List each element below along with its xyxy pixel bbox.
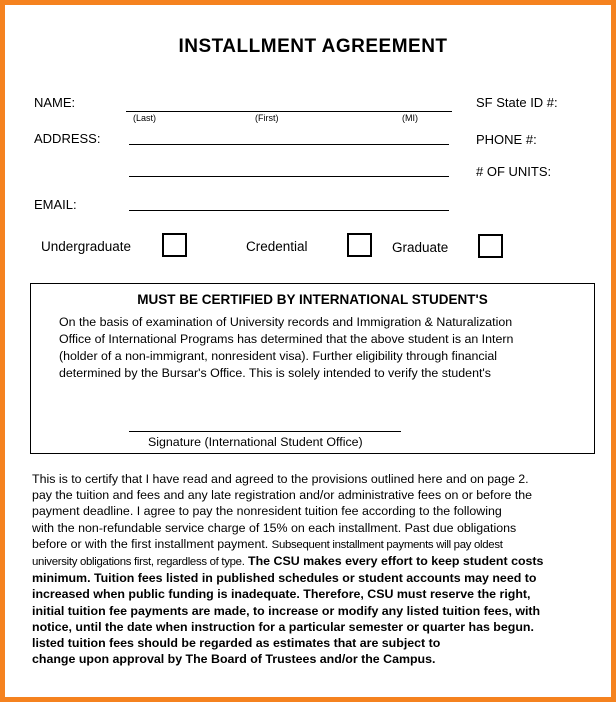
phone-label: PHONE #:	[476, 132, 537, 147]
terms-line: listed tuition fees should be regarded as estimates that are subject to	[32, 636, 441, 651]
name-field-line[interactable]	[126, 111, 452, 112]
certification-line: On the basis of examination of University records and Immigration & Naturalization	[59, 315, 513, 329]
terms-line: notice, until the date when instruction for a particular semester or quarter has begun.	[32, 619, 534, 634]
signature-line[interactable]	[129, 431, 401, 432]
terms-line: minimum. Tuition fees listed in published schedules or student accounts may need to	[32, 571, 537, 586]
name-first-sublabel: (First)	[255, 113, 279, 123]
address-line-1[interactable]	[129, 144, 449, 145]
address-line-2[interactable]	[129, 176, 449, 177]
terms-line: increased when public funding is inadequate. Therefore, CSU must reserve the right,	[32, 587, 531, 602]
terms-line	[32, 536, 602, 553]
units-label: # OF UNITS:	[476, 164, 552, 179]
name-label: NAME:	[34, 95, 76, 110]
graduate-checkbox[interactable]	[478, 234, 503, 258]
document-title: INSTALLMENT AGREEMENT	[178, 36, 448, 57]
terms-text: before or with the first installment payment.	[32, 536, 272, 551]
terms-line: change upon approval by The Board of Trustees and/or the Campus.	[32, 652, 436, 667]
credential-checkbox[interactable]	[347, 233, 372, 257]
terms-line: payment deadline. I agree to pay the nonresident tuition fee according to the following	[32, 504, 502, 519]
name-mi-sublabel: (MI)	[402, 113, 418, 123]
terms-line: with the non-refundable service charge of 15% on each installment. Past due obligations	[32, 520, 517, 535]
signature-label: Signature (International Student Office)	[148, 435, 363, 449]
certification-line: (holder of a non-immigrant, nonresident visa). Further eligibility through financial	[59, 349, 498, 363]
sfid-label: SF State ID #:	[476, 95, 558, 110]
address-label: ADDRESS:	[34, 131, 101, 146]
terms-condensed-text: university obligations first, regardless of type.	[32, 556, 245, 569]
name-last-sublabel: (Last)	[133, 113, 157, 123]
certification-text	[59, 314, 579, 382]
undergraduate-label: Undergraduate	[41, 239, 132, 254]
terms-bold-text: The CSU makes every effort to keep student costs	[244, 554, 544, 569]
terms-paragraph	[32, 471, 602, 667]
terms-condensed-text: Subsequent installment payments will pay oldest	[271, 538, 503, 551]
undergraduate-checkbox[interactable]	[162, 233, 187, 257]
credential-label: Credential	[246, 239, 308, 254]
terms-line: pay the tuition and fees and any late registration and/or administrative fees on or before the	[32, 488, 533, 503]
graduate-label: Graduate	[392, 240, 449, 255]
certification-line: determined by the Bursar's Office. This is solely intended to verify the student's	[59, 366, 491, 380]
terms-line: initial tuition fee payments are made, to increase or modify any listed tuition fees, with	[32, 603, 541, 618]
terms-line	[32, 553, 602, 570]
certification-line: Office of International Programs has determined that the above student is an Intern	[59, 332, 514, 346]
email-line[interactable]	[129, 210, 449, 211]
certification-title: MUST BE CERTIFIED BY INTERNATIONAL STUDENT'S	[137, 292, 488, 307]
email-label: EMAIL:	[34, 197, 77, 212]
terms-line: This is to certify that I have read and agreed to the provisions outlined here and on page 2.	[32, 472, 529, 486]
certification-box	[30, 283, 595, 454]
